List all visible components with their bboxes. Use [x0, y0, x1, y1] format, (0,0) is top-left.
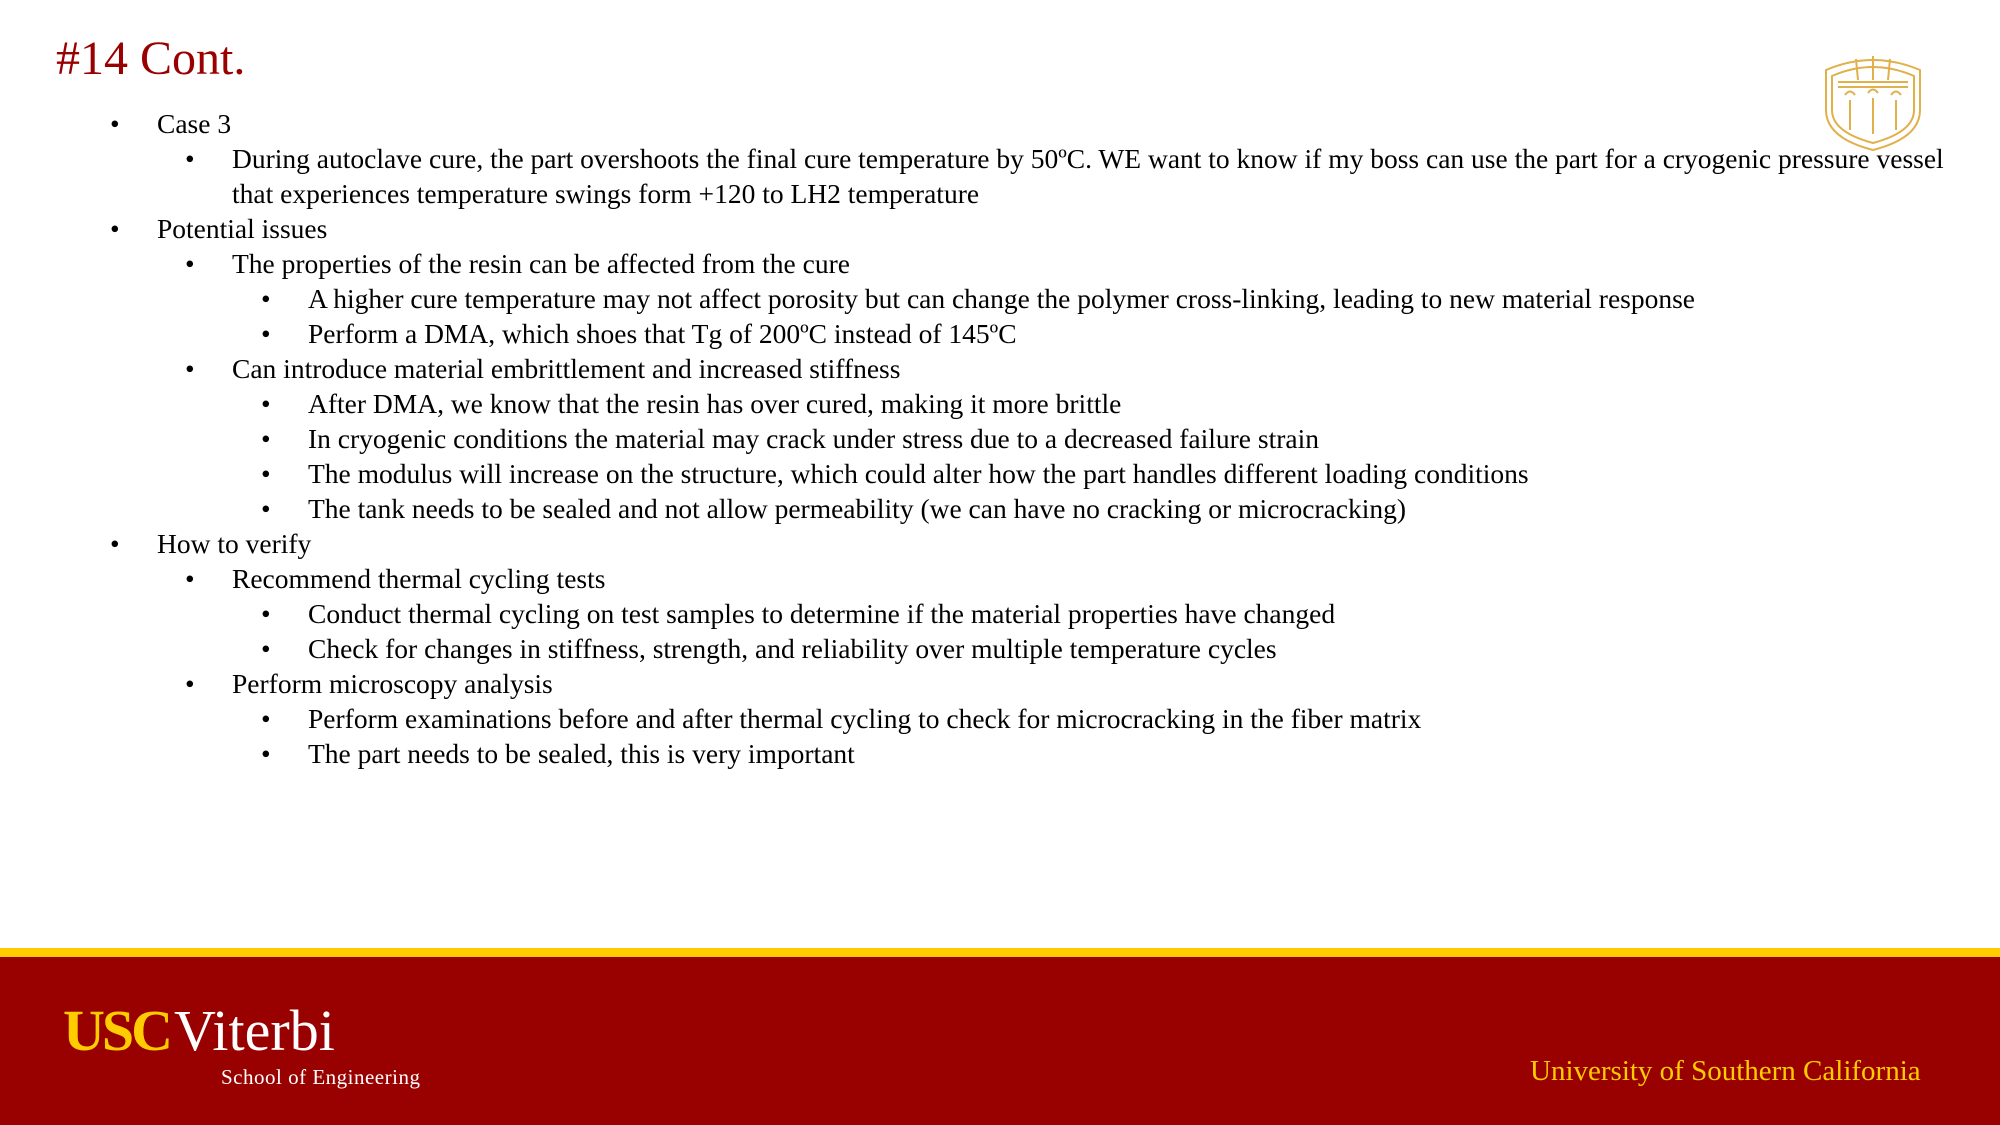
bullet-item: • Perform microscopy analysis: [0, 666, 1990, 701]
bullet-item: • The part needs to be sealed, this is very important: [0, 736, 1990, 771]
bullet-item: • The tank needs to be sealed and not allow permeability (we can have no cracking or microcracking): [0, 491, 1990, 526]
bullet-item: • Case 3: [0, 106, 1990, 141]
bullet-item: • The properties of the resin can be affected from the cure: [0, 246, 1990, 281]
bullet-item: • In cryogenic conditions the material may crack under stress due to a decreased failure strain: [0, 421, 1990, 456]
university-name: University of Southern California: [1530, 1055, 1921, 1087]
logo-wordmark: [63, 998, 420, 1063]
bullet-item: • Can introduce material embrittlement and increased stiffness: [0, 351, 1990, 386]
bullet-item: • Check for changes in stiffness, strength, and reliability over multiple temperature cycles: [0, 631, 1990, 666]
slide-title: #14 Cont.: [56, 32, 246, 85]
bullet-item: • Perform a DMA, which shoes that Tg of 200ºC instead of 145ºC: [0, 316, 1990, 351]
logo-usc-text: USC: [63, 998, 171, 1063]
bullet-item: • Potential issues: [0, 211, 1990, 246]
bullet-item: • Recommend thermal cycling tests: [0, 561, 1990, 596]
bullet-item: • The modulus will increase on the structure, which could alter how the part handles different loading conditions: [0, 456, 1990, 491]
footer-band: [0, 957, 2000, 1125]
usc-viterbi-logo: [63, 998, 421, 1090]
bullet-list: [0, 106, 1990, 771]
bullet-item: • During autoclave cure, the part overshoots the final cure temperature by 50ºC. WE want to know if my boss can use the part for a cryogenic pressure vessel that experiences temperature swings form +120 to LH2 temperature: [0, 141, 1990, 211]
logo-viterbi-text: Viterbi: [174, 998, 335, 1063]
bullet-item: • A higher cure temperature may not affect porosity but can change the polymer cross-linking, leading to new material response: [0, 281, 1990, 316]
bullet-item: • After DMA, we know that the resin has over cured, making it more brittle: [0, 386, 1990, 421]
logo-subtitle: School of Engineering: [221, 1065, 421, 1089]
bullet-item: • Conduct thermal cycling on test samples to determine if the material properties have changed: [0, 596, 1990, 631]
bullet-item: • Perform examinations before and after thermal cycling to check for microcracking in the fiber matrix: [0, 701, 1990, 736]
footer-gold-stripe: [0, 948, 2000, 957]
bullet-item: • How to verify: [0, 526, 1990, 561]
